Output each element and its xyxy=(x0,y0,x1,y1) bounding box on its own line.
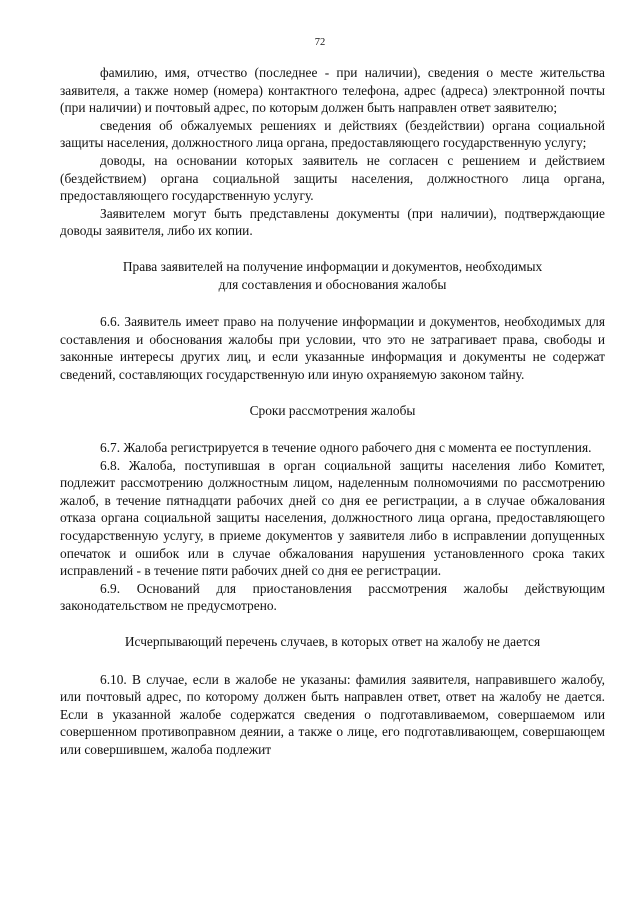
section-heading-exhaustive-list: Исчерпывающий перечень случаев, в которых ответ на жалобу не дается xyxy=(124,634,541,650)
section-heading-rights-line2: для составления и обоснования жалобы xyxy=(218,276,447,292)
paragraph-applicant-details: фамилию, имя, отчество (последнее - при наличии), сведения о месте жительства заявителя, а также номер (номера) контактного телефона, адрес (адреса) электронной почты (при наличии) и почтовый адрес, по которым должен быть направлен ответ заявителю; xyxy=(60,65,605,116)
section-heading-rights xyxy=(60,258,605,293)
paragraph-arguments: доводы, на основании которых заявитель не согласен с решением и действием (бездействием) органа социальной защиты населения, должностного лица органа, предоставляющего государственную услугу. xyxy=(60,152,605,204)
paragraph-appealed-decisions: сведения об обжалуемых решениях и действиях (бездействии) органа социальной защиты населения, должностного лица органа, предоставляющего государственную услугу; xyxy=(60,117,605,151)
paragraph-6-6: 6.6. Заявитель имеет право на получение информации и документов, необходимых для составления и обоснования жалобы при условии, что это не затрагивает права, свободы и законные интересы других лиц, и если указанные информация и документы не содержат сведений, составляющих государственную или иную охраняемую законом тайну. xyxy=(60,314,605,382)
paragraph-6-8: 6.8. Жалоба, поступившая в орган социальной защиты населения либо Комитет, подлежит рассмотрению должностным лицом, наделенным полномочиями по рассмотрению жалоб, в течение пятнадцати рабочих дней со дня ее регистрации, а в случае обжалования отказа органа социальной защиты населения, должностного лица органа, предоставляющего государственную услугу, в приеме документов у заявителя либо в исправлении допущенных опечаток и ошибок или в случае обжалования нарушения установленного срока таких исправлений - в течение пяти рабочих дней со дня ее регистрации. xyxy=(60,457,605,579)
paragraph-documents: Заявителем могут быть представлены документы (при наличии), подтверждающие доводы заявителя, либо их копии. xyxy=(60,205,605,239)
paragraph-6-9: 6.9. Оснований для приостановления рассмотрения жалобы действующим законодательством не предусмотрено. xyxy=(60,580,605,614)
paragraph-6-10: 6.10. В случае, если в жалобе не указаны: фамилия заявителя, направившего жалобу, или почтовый адрес, по которому должен быть направлен ответ, ответ на жалобу не дается. Если в указанной жалобе содержатся сведения о подготавливаемом, совершаемом или совершенном противоправном деянии, а также о лице, его подготавливающем, совершающем или совершившем, жалоба подлежит xyxy=(60,671,605,757)
section-heading-rights-line1: Права заявителей на получение информации и документов, необходимых xyxy=(122,258,543,274)
paragraph-6-7: 6.7. Жалоба регистрируется в течение одного рабочего дня с момента ее поступления. xyxy=(100,440,592,456)
document-body xyxy=(60,64,605,759)
page-number: 72 xyxy=(314,37,326,48)
section-heading-terms: Сроки рассмотрения жалобы xyxy=(249,402,416,418)
